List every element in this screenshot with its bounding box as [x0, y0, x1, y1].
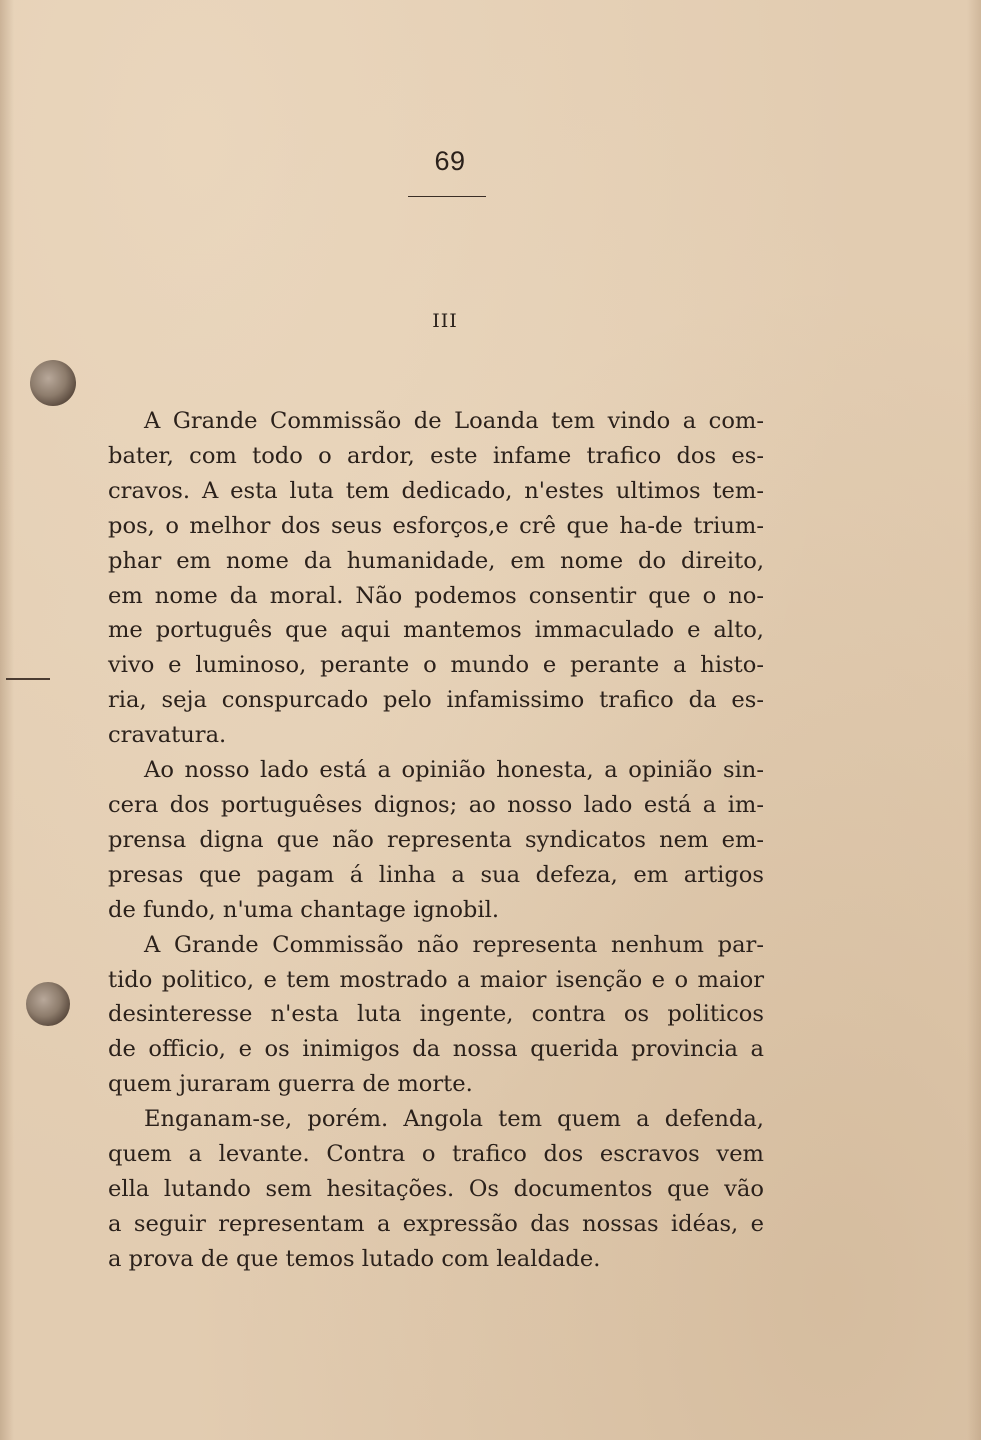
- text-line: ria, seja conspurcado pelo infamissimo trafico da es-: [108, 687, 764, 714]
- paragraph: [108, 1102, 764, 1277]
- text-line: Enganam-se, porém. Angola tem quem a defenda,: [144, 1106, 764, 1133]
- left-page-edge: [0, 0, 14, 1440]
- binding-thread-mark: [6, 678, 50, 680]
- text-line: quem a levante. Contra o trafico dos escravos vem: [108, 1141, 764, 1168]
- paragraph: [108, 928, 764, 1103]
- text-line: vivo e luminoso, perante o mundo e perante a histo-: [108, 652, 764, 679]
- binding-hole-bottom: [26, 982, 70, 1026]
- text-line: a seguir representam a expressão das nossas idéas, e: [108, 1210, 764, 1237]
- text-line: tido politico, e tem mostrado a maior isenção e o maior: [108, 966, 764, 993]
- chapter-heading: III: [432, 310, 458, 332]
- text-line: cravos. A esta luta tem dedicado, n'estes ultimos tem-: [108, 477, 764, 504]
- text-line: A Grande Commissão não representa nenhum par-: [144, 931, 764, 958]
- text-line: A Grande Commissão de Loanda tem vindo a com-: [144, 408, 764, 434]
- text-line: bater, com todo o ardor, este infame trafico dos es-: [108, 442, 764, 469]
- text-line: de fundo, n'uma chantage ignobil.: [108, 896, 500, 923]
- text-line: prensa digna que não representa syndicatos nem em-: [108, 826, 764, 853]
- header-rule: [408, 196, 486, 197]
- text-line: em nome da moral. Não podemos consentir que o no-: [108, 582, 764, 609]
- text-line: pos, o melhor dos seus esforços,e crê que ha-de trium-: [108, 512, 764, 539]
- text-line: Ao nosso lado está a opinião honesta, a opinião sin-: [144, 757, 764, 784]
- paragraph: [108, 404, 764, 753]
- text-line: a prova de que temos lutado com lealdade.: [108, 1245, 601, 1272]
- text-line: cera dos portuguêses dignos; ao nosso lado está a im-: [108, 791, 764, 818]
- text-line: ella lutando sem hesitações. Os documentos que vão: [108, 1175, 764, 1202]
- text-line: cravatura.: [108, 722, 227, 749]
- text-line: presas que pagam á linha a sua defeza, em artigos: [108, 861, 764, 888]
- text-line: de officio, e os inimigos da nossa querida provincia a: [108, 1036, 764, 1063]
- right-page-edge: [967, 0, 981, 1440]
- text-line: quem juraram guerra de morte.: [108, 1071, 473, 1098]
- text-line: desinteresse n'esta luta ingente, contra os politicos: [108, 1001, 764, 1028]
- body-text: [108, 404, 764, 1277]
- text-line: me português que aqui mantemos immaculado e alto,: [108, 617, 764, 644]
- page-number: 69: [434, 146, 466, 176]
- paragraph: [108, 753, 764, 928]
- text-line: phar em nome da humanidade, em nome do direito,: [108, 547, 764, 574]
- binding-hole-top: [30, 360, 76, 406]
